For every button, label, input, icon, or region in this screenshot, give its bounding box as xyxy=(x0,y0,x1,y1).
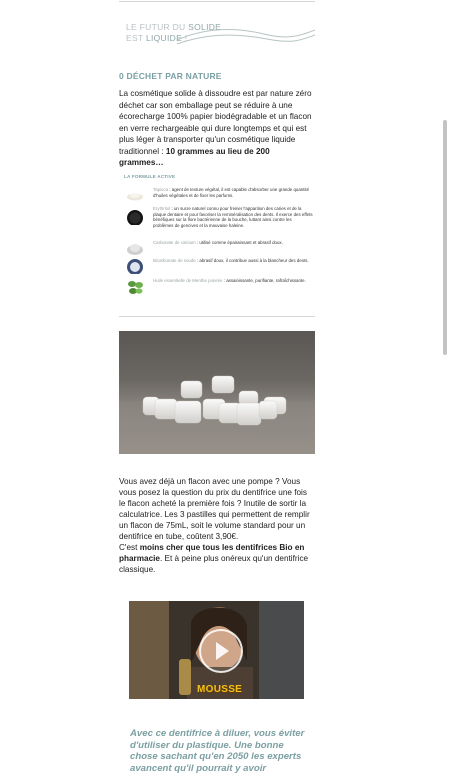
play-icon[interactable] xyxy=(199,629,243,673)
video-caption: MOUSSE xyxy=(197,684,243,695)
toothpaste-tablets-image xyxy=(119,331,315,454)
scrollbar-thumb[interactable] xyxy=(443,120,447,355)
erythritol-icon xyxy=(126,209,144,225)
top-divider xyxy=(119,1,315,2)
price-paragraph: Vous avez déjà un flacon avec une pompe ? Vous vous posez la question du prix du dentifrice une fois le flacon acheté la première fois ? Inutile de sortir la calculatrice. Les 3 pastilles qui permettent de remplir un flacon de 75mL, soit le volume standard pour un dentifrice en tube, coûtent 3,90€. xyxy=(119,477,310,541)
slogan-line-2: EST LIQUIDE ! xyxy=(126,33,188,43)
section-title: 0 DÉCHET PAR NATURE xyxy=(119,71,222,81)
tapioca-icon xyxy=(126,188,144,204)
slogan-banner xyxy=(119,14,315,54)
baking-soda-icon xyxy=(126,258,144,274)
formula-title: LA FORMULE ACTIVE xyxy=(124,174,176,179)
pull-quote: Avec ce dentifrice à diluer, vous éviter d'utiliser du plastique. Une bonne chose sachant qu'en 2050 les experts avancent qu'il pourrait y avoir xyxy=(130,728,305,774)
section-divider xyxy=(119,316,315,317)
tablets-photo xyxy=(119,331,315,454)
peppermint-icon xyxy=(126,278,144,294)
calcium-carbonate-icon xyxy=(126,240,144,256)
intro-paragraph: La cosmétique solide à dissoudre est par nature zéro déchet car son emballage peut se réduire à une écorecharge 100% papier biodégradable et un flacon en verre rechargeable qui dure longtemps et qui est plus léger à transporter qu'un cosmétique liquide traditionnel : 10 grammes au lieu de 200 grammes… xyxy=(119,89,312,167)
active-formula-panel: LA FORMULE ACTIVE Tapioca : agent de texture végétal, il est capable d'absorber une grande quantité d'huiles végétales et de fixer les parfums. Erythritol : un sucre naturel connu pour freiner l'apparition des caries et de la plaque dentaire et pour favoriser la reminéralisation des dents. Il exerce des effets bénéfiques sur la flore bactérienne de la bouche, luttant ainsi contre les problèmes de gencives et la mauvaise haleine. Carbonate de calcium : utilisé comme épaississant et abrasif doux. Bicarbonate de soude : abrasif doux, il contribue aussi à la blancheur des dents. Huile essentielle de Menthe poivrée : assainissante, purifiante, rafraîchissante. xyxy=(119,172,315,312)
comparison-paragraph: C'est moins cher que tous les dentifrices Bio en pharmacie. Et à peine plus onéreux qu'un dentifrice classique. xyxy=(119,543,309,574)
slogan-line-1: LE FUTUR DU SOLIDE xyxy=(126,22,222,32)
video-player[interactable] xyxy=(129,601,304,699)
